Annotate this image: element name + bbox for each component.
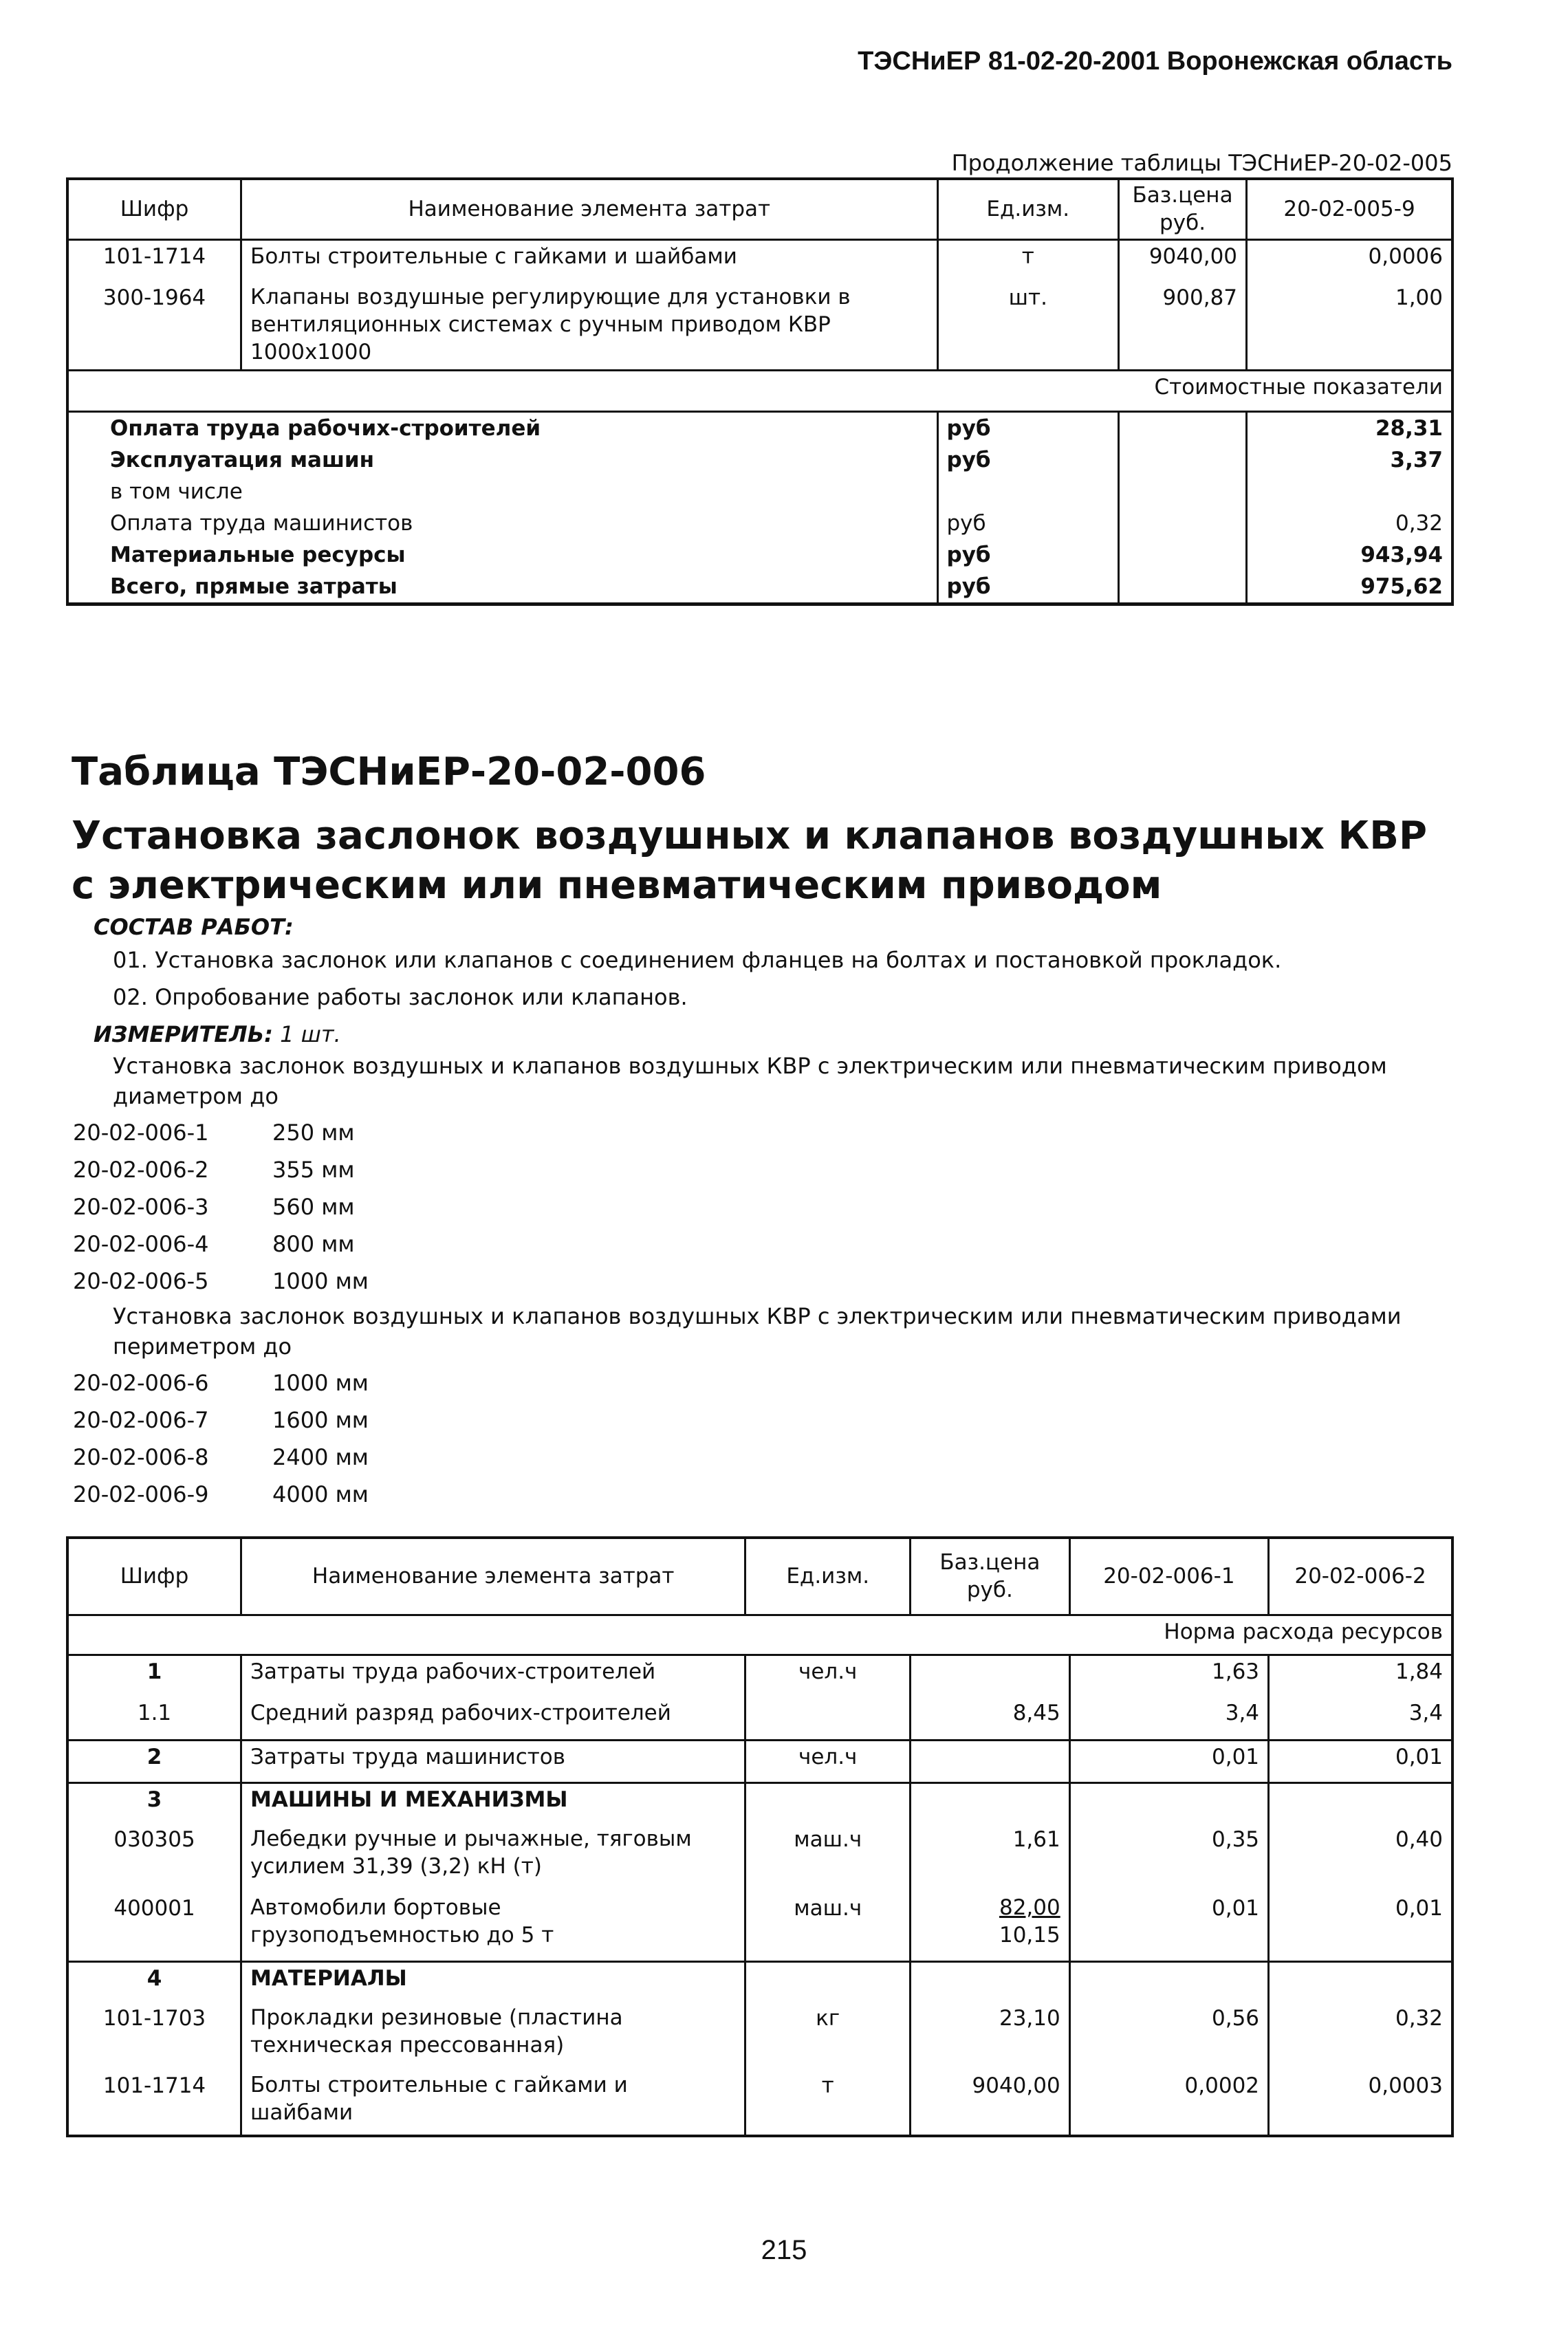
col-unit: Ед.изм. — [937, 179, 1119, 239]
composition-label: СОСТАВ РАБОТ: — [94, 914, 294, 940]
col-unit: Ед.изм. — [745, 1538, 911, 1615]
table-row: 030305 Лебедки ручные и рычажные, тяговым усилием 31,39 (3,2) кН (т) маш.ч 1,61 0,35 0,40 — [67, 1824, 1452, 1893]
price-bottom: 10,15 — [999, 1923, 1060, 1948]
table-row: 1 Затраты труда рабочих-строителей чел.ч 1,63 1,84 — [67, 1655, 1452, 1697]
cost-row: в том числе — [67, 476, 1452, 508]
table-continuation-caption: Продолжение таблицы ТЭСНиЕР-20-02-005 — [951, 150, 1452, 176]
document-header: ТЭСНиЕР 81-02-20-2001 Воронежская область — [858, 47, 1452, 76]
work-step: 01. Установка заслонок или клапанов с соединением фланцев на болтах и постановкой прокладок. — [113, 947, 1282, 973]
code-list-diameter: 20-02-006-1 250 мм 20-02-006-2 355 мм 20-02-006-3 560 мм 20-02-006-4 800 мм 20-02-006-5 1000 мм — [73, 1120, 369, 1294]
work-step: 02. Опробование работы заслонок или клапанов. — [113, 984, 688, 1010]
table-title: Таблица ТЭСНиЕР-20-02-006 — [72, 750, 706, 794]
col-price: Баз.цена руб. — [910, 1538, 1069, 1615]
col-value: 20-02-005-9 — [1247, 179, 1452, 239]
meter-value: 1 шт. — [280, 1021, 341, 1047]
cost-row: Оплата труда машинистов руб 0,32 — [67, 508, 1452, 539]
cost-indicators-header: Стоимостные показатели — [67, 370, 1452, 411]
cost-row: Материальные ресурсы руб 943,94 — [67, 539, 1452, 571]
price-top: 82,00 — [999, 1895, 1060, 1920]
group-description: Установка заслонок воздушных и клапанов воздушных КВР с электрическим или пневматическим приводами периметром до — [113, 1303, 1402, 1360]
col-code: Шифр — [67, 179, 241, 239]
col-value-2: 20-02-006-2 — [1269, 1538, 1452, 1615]
col-name: Наименование элемента затрат — [241, 179, 937, 239]
cost-row: Всего, прямые затраты руб 975,62 — [67, 571, 1452, 604]
table-section-row: 4 МАТЕРИАЛЫ — [67, 1961, 1452, 2003]
table-row: 1.1 Средний разряд рабочих-строителей 8,45 3,4 3,4 — [67, 1697, 1452, 1740]
table-section-row: 3 МАШИНЫ И МЕХАНИЗМЫ — [67, 1782, 1452, 1824]
table-row: 2 Затраты труда машинистов чел.ч 0,01 0,01 — [67, 1740, 1452, 1782]
col-code: Шифр — [67, 1538, 241, 1615]
table-row: 101-1703 Прокладки резиновые (пластина техническая прессованная) кг 23,10 0,56 0,32 — [67, 2003, 1452, 2070]
table-row: 101-1714 Болты строительные с гайками и шайбами т 9040,00 0,0002 0,0003 — [67, 2070, 1452, 2136]
page-number: 215 — [761, 2235, 807, 2265]
section-heading: Установка заслонок воздушных и клапанов воздушных КВР с электрическим или пневматическим приводом — [72, 814, 1428, 908]
col-name: Наименование элемента затрат — [241, 1538, 745, 1615]
code-list-perimeter: 20-02-006-6 1000 мм 20-02-006-7 1600 мм 20-02-006-8 2400 мм 20-02-006-9 4000 мм — [73, 1370, 369, 1507]
meter-line — [94, 1016, 341, 1052]
norm-header: Норма расхода ресурсов — [67, 1615, 1452, 1655]
table-row: 400001 Автомобили бортовые грузоподъемностью до 5 т маш.ч 82,00 10,15 0,01 0,01 — [67, 1893, 1452, 1961]
table-continuation — [66, 177, 1454, 606]
table-row: 300-1964 Клапаны воздушные регулирующие для установки в вентиляционных системах с ручным приводом КВР 1000x1000 шт. 900,87 1,00 — [67, 282, 1452, 370]
cost-row: Эксплуатация машин руб 3,37 — [67, 444, 1452, 476]
col-value-1: 20-02-006-1 — [1069, 1538, 1268, 1615]
cost-row: Оплата труда рабочих-строителей руб 28,31 — [67, 411, 1452, 444]
col-price: Баз.цена руб. — [1119, 179, 1247, 239]
meter-label: ИЗМЕРИТЕЛЬ: — [94, 1021, 273, 1047]
table-row: 101-1714 Болты строительные с гайками и шайбами т 9040,00 0,0006 — [67, 239, 1452, 282]
group-description: Установка заслонок воздушных и клапанов воздушных КВР с электрическим или пневматическим приводом диаметром до — [113, 1053, 1387, 1109]
resource-table — [66, 1536, 1454, 2137]
